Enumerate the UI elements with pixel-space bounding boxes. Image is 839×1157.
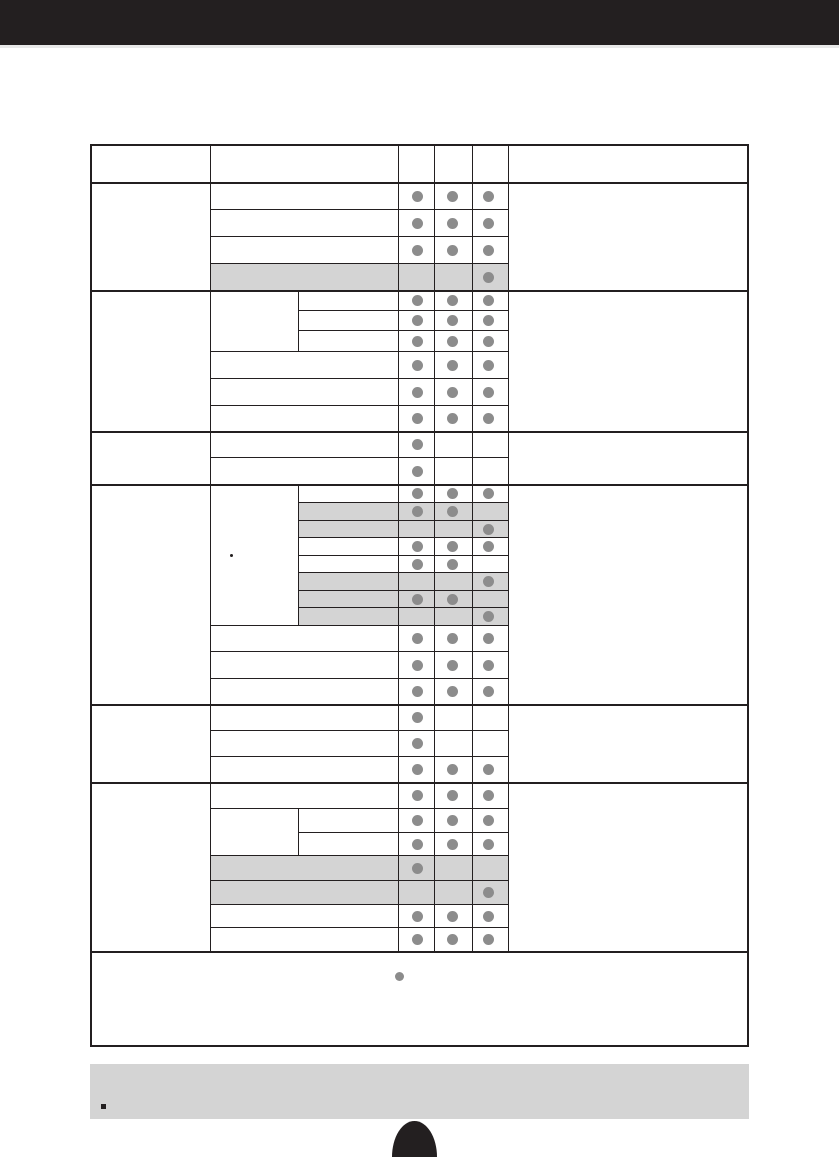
row-divider: [210, 678, 508, 679]
row-divider: [298, 590, 508, 591]
row-divider: [210, 209, 508, 210]
mark-dot-icon: [483, 541, 494, 552]
row-divider: [298, 520, 508, 521]
mark-dot-icon: [483, 611, 494, 622]
row-divider: [298, 537, 508, 538]
sub-column-divider: [298, 485, 299, 626]
mark-dot-icon: [483, 839, 494, 850]
shaded-row: [299, 521, 508, 537]
mark-dot-icon: [412, 633, 423, 644]
sub-column-divider: [298, 291, 299, 352]
mark-dot-icon: [412, 712, 423, 723]
mark-dot-icon: [483, 336, 494, 347]
mark-dot-icon: [412, 660, 423, 671]
mark-dot-icon: [412, 387, 423, 398]
mark-dot-icon: [483, 576, 494, 587]
mark-dot-icon: [412, 541, 423, 552]
mark-dot-icon: [412, 764, 423, 775]
group-label-cell: [92, 291, 210, 432]
header-bar: [0, 0, 839, 45]
mark-dot-icon: [483, 387, 494, 398]
mark-dot-icon: [412, 295, 423, 306]
row-divider: [298, 572, 508, 573]
mark-dot-icon: [447, 315, 458, 326]
mark-dot-icon: [447, 790, 458, 801]
mark-dot-icon: [447, 295, 458, 306]
row-divider: [210, 756, 508, 757]
mark-dot-icon: [483, 887, 494, 898]
mark-dot-icon: [447, 506, 458, 517]
mark-dot-icon: [412, 559, 423, 570]
legend-mark-icon: [395, 972, 404, 981]
mark-dot-icon: [483, 360, 494, 371]
column-divider: [472, 146, 473, 952]
shaded-row: [299, 573, 508, 590]
row-divider: [298, 310, 508, 311]
mark-dot-icon: [447, 336, 458, 347]
row-divider: [210, 236, 508, 237]
row-divider: [210, 904, 508, 905]
column-divider: [210, 146, 211, 952]
group-label-cell: [92, 485, 210, 705]
shaded-row: [299, 503, 508, 520]
mark-dot-icon: [483, 633, 494, 644]
mark-dot-icon: [483, 218, 494, 229]
row-divider: [210, 927, 508, 928]
row-divider: [298, 832, 508, 833]
mark-dot-icon: [412, 738, 423, 749]
shaded-row: [299, 608, 508, 625]
mark-dot-icon: [447, 245, 458, 256]
mark-dot-icon: [447, 633, 458, 644]
mark-dot-icon: [447, 360, 458, 371]
square-bullet-icon: [101, 1104, 106, 1109]
mark-dot-icon: [447, 911, 458, 922]
mark-dot-icon: [412, 218, 423, 229]
row-divider: [210, 625, 508, 626]
mark-dot-icon: [447, 839, 458, 850]
shaded-row: [211, 856, 508, 880]
mark-dot-icon: [483, 934, 494, 945]
mark-dot-icon: [412, 315, 423, 326]
mark-dot-icon: [412, 360, 423, 371]
column-divider: [434, 146, 435, 952]
row-divider: [298, 330, 508, 331]
mark-dot-icon: [483, 686, 494, 697]
mark-dot-icon: [412, 934, 423, 945]
mark-dot-icon: [483, 272, 494, 283]
mark-dot-icon: [412, 790, 423, 801]
column-divider: [398, 146, 399, 952]
mark-dot-icon: [483, 815, 494, 826]
mark-dot-icon: [447, 413, 458, 424]
mark-dot-icon: [412, 815, 423, 826]
mark-dot-icon: [447, 594, 458, 605]
mark-dot-icon: [412, 488, 423, 499]
mark-dot-icon: [483, 191, 494, 202]
row-divider: [298, 502, 508, 503]
mark-dot-icon: [412, 336, 423, 347]
note-box: [90, 1064, 749, 1119]
sub-label-bullet: [230, 554, 233, 557]
row-divider: [210, 405, 508, 406]
group-label-cell: [92, 432, 210, 485]
mark-dot-icon: [447, 488, 458, 499]
row-divider: [210, 263, 508, 264]
row-divider: [210, 378, 508, 379]
mark-dot-icon: [412, 506, 423, 517]
mark-dot-icon: [483, 524, 494, 535]
mark-dot-icon: [483, 764, 494, 775]
group-label-cell: [92, 184, 210, 291]
feature-table: [90, 144, 749, 1047]
legend-area: [92, 952, 749, 1033]
mark-dot-icon: [483, 660, 494, 671]
mark-dot-icon: [483, 911, 494, 922]
mark-dot-icon: [447, 387, 458, 398]
mark-dot-icon: [447, 191, 458, 202]
row-divider: [210, 651, 508, 652]
row-divider: [298, 555, 508, 556]
shaded-row: [211, 264, 508, 290]
shaded-row: [299, 591, 508, 607]
row-divider: [210, 351, 508, 352]
row-divider: [298, 607, 508, 608]
mark-dot-icon: [483, 295, 494, 306]
mark-dot-icon: [412, 466, 423, 477]
header-divider: [0, 45, 839, 48]
mark-dot-icon: [412, 686, 423, 697]
mark-dot-icon: [412, 863, 423, 874]
mark-dot-icon: [483, 413, 494, 424]
row-divider: [210, 855, 508, 856]
group-label-cell: [92, 783, 210, 952]
mark-dot-icon: [447, 559, 458, 570]
mark-dot-icon: [447, 764, 458, 775]
mark-dot-icon: [412, 439, 423, 450]
row-divider: [210, 730, 508, 731]
mark-dot-icon: [483, 488, 494, 499]
row-divider: [210, 457, 508, 458]
mark-dot-icon: [483, 790, 494, 801]
mark-dot-icon: [447, 815, 458, 826]
mark-dot-icon: [483, 315, 494, 326]
mark-dot-icon: [447, 660, 458, 671]
group-label-cell: [92, 705, 210, 783]
header-divider: [92, 182, 749, 184]
mark-dot-icon: [412, 911, 423, 922]
mark-dot-icon: [447, 686, 458, 697]
mark-dot-icon: [412, 245, 423, 256]
mark-dot-icon: [412, 191, 423, 202]
mark-dot-icon: [483, 245, 494, 256]
row-divider: [210, 808, 508, 809]
mark-dot-icon: [412, 413, 423, 424]
mark-dot-icon: [447, 934, 458, 945]
column-divider: [508, 146, 509, 952]
mark-dot-icon: [412, 839, 423, 850]
mark-dot-icon: [447, 218, 458, 229]
mark-dot-icon: [412, 594, 423, 605]
mark-dot-icon: [447, 541, 458, 552]
page-number-marker: [392, 1121, 437, 1157]
sub-column-divider: [298, 809, 299, 856]
row-divider: [210, 880, 508, 881]
shaded-row: [211, 881, 508, 904]
